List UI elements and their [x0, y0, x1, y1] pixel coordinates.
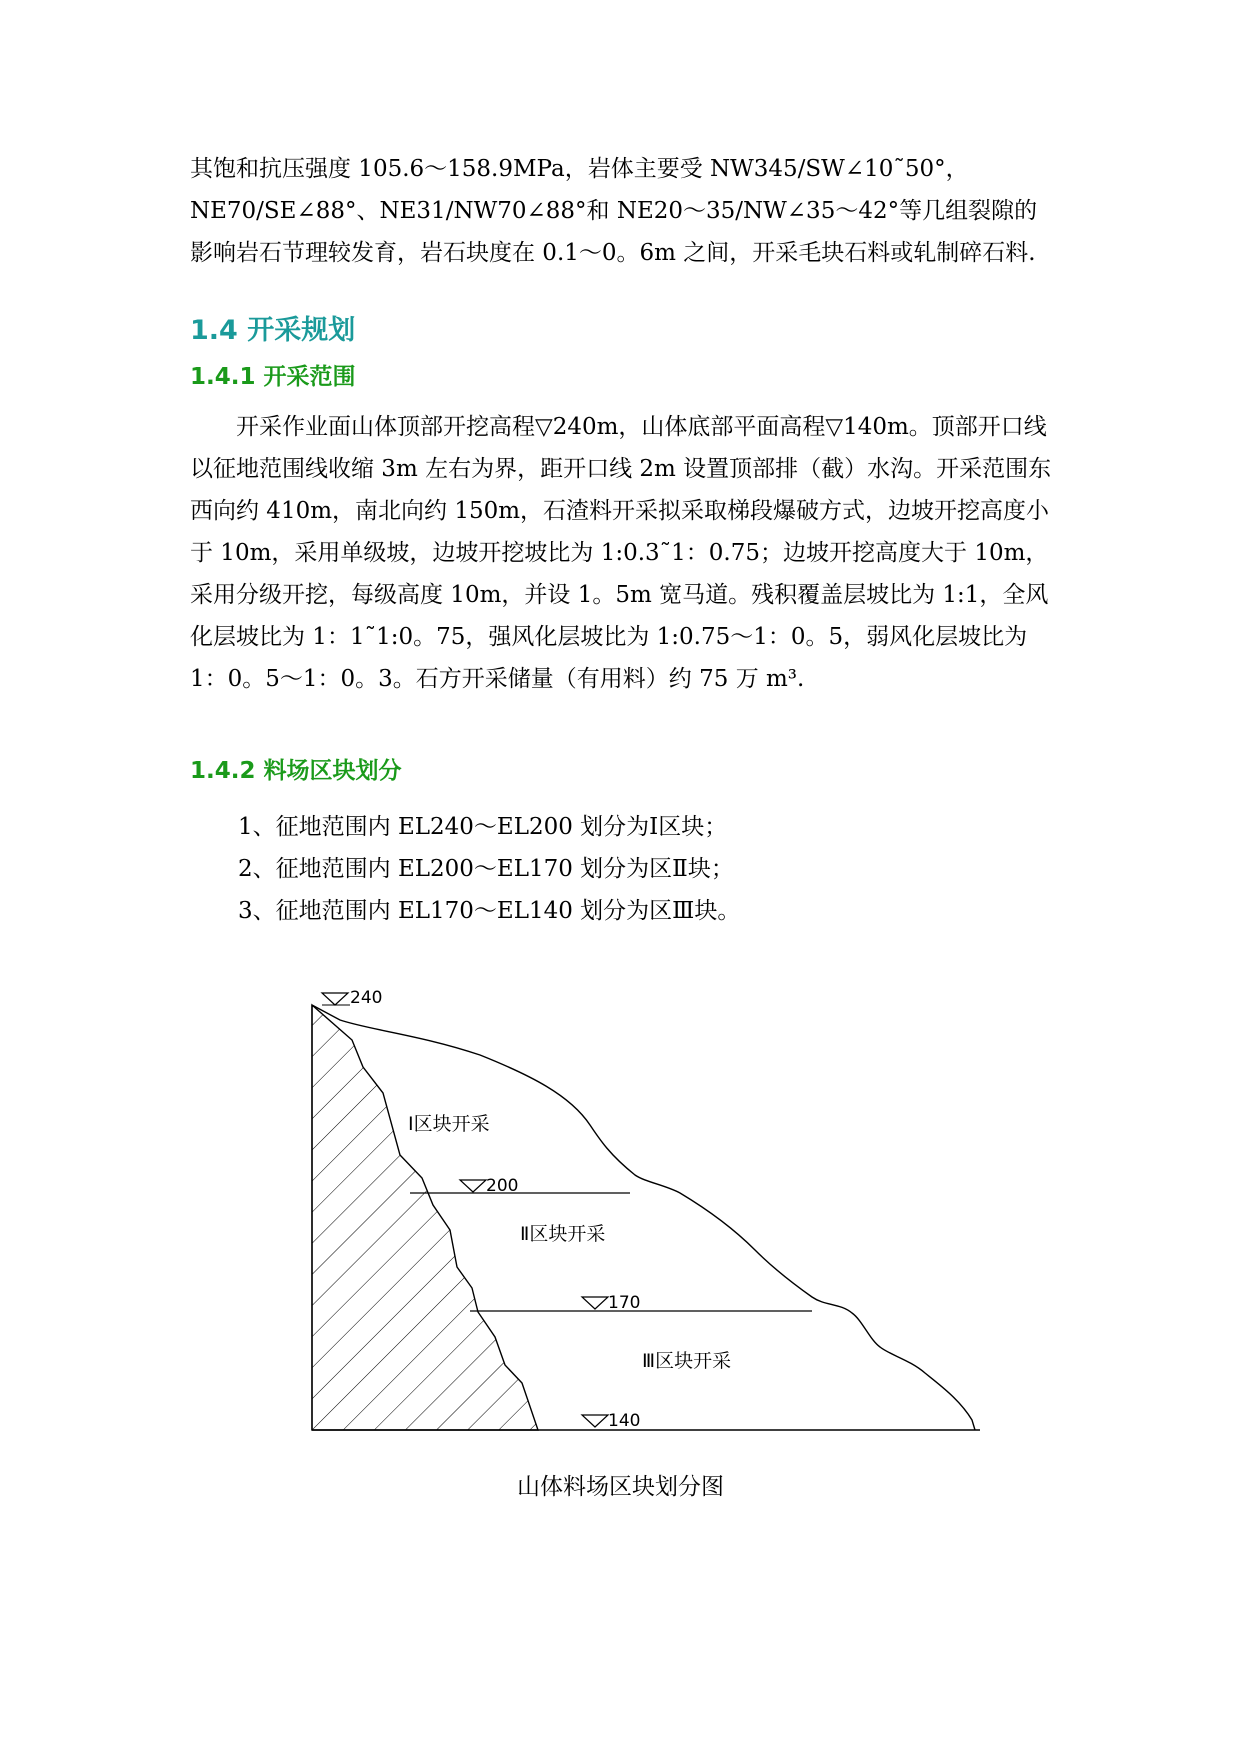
rock-hatch-area: [312, 1005, 538, 1430]
intro-paragraph: 其饱和抗压强度 105.6～158.9MPa，岩体主要受 NW345/SW∠10˜50°，NE70/SE∠88°、NE31/NW70∠88°和 NE20～35/NW∠35～42°等几组裂隙的影响岩石节理较发育，岩石块度在 0.1～0。6m 之间，开采毛块石料或轧制碎石料.: [190, 156, 1038, 266]
mining-scope-paragraph: 开采作业面山体顶部开挖高程▽240m，山体底部平面高程▽140m。顶部开口线以征地范围线收缩 3m 左右为界，距开口线 2m 设置顶部排（截）水沟。开采范围东西向约 410m，南北向约 150m，石渣料开采拟采取梯段爆破方式，边坡开挖高度小于 10m，采用单级坡，边坡开挖坡比为 1:0.3˜1：0.75；边坡开挖高度大于 10m，采用分级开挖，每级高度 10m，并设 1。5m 宽马道。残积覆盖层坡比为 1:1，全风化层坡比为 1：1˜1:0。75，强风化层坡比为 1:0.75～1：0。5，弱风化层坡比为 1：0。5～1：0。3。石方开采储量（有用料）约 75 万 m³.: [190, 414, 1052, 692]
diagram-svg: [300, 975, 1030, 1450]
zone-division-list: [238, 806, 740, 932]
elevation-marker-140: [582, 1411, 640, 1431]
figure-caption: 山体料场区块划分图: [517, 1474, 724, 1500]
elevation-marker-240: [322, 988, 382, 1008]
zone-label-1: Ⅰ区块开采: [408, 1113, 490, 1135]
quarry-zone-diagram: [300, 975, 1030, 1450]
section-heading-1-4-2: 1.4.2 料场区块划分: [190, 758, 402, 784]
svg-text:140: 140: [608, 1411, 641, 1431]
svg-text:170: 170: [608, 1293, 641, 1313]
list-item: 1、征地范围内 EL240～EL200 划分为Ⅰ区块；: [238, 814, 728, 840]
zone-label-3: Ⅲ区块开采: [642, 1350, 732, 1372]
zone-label-2: Ⅱ区块开采: [520, 1223, 606, 1245]
elevation-marker-170: [582, 1293, 640, 1313]
svg-text:200: 200: [486, 1176, 519, 1196]
section-heading-1-4-1: 1.4.1 开采范围: [190, 364, 356, 390]
list-item: 2、征地范围内 EL200～EL170 划分为区Ⅱ块；: [238, 856, 734, 882]
svg-text:240: 240: [350, 988, 383, 1008]
list-item: 3、征地范围内 EL170～EL140 划分为区Ⅲ块。: [238, 898, 741, 924]
section-heading-1-4: 1.4 开采规划: [190, 315, 356, 346]
